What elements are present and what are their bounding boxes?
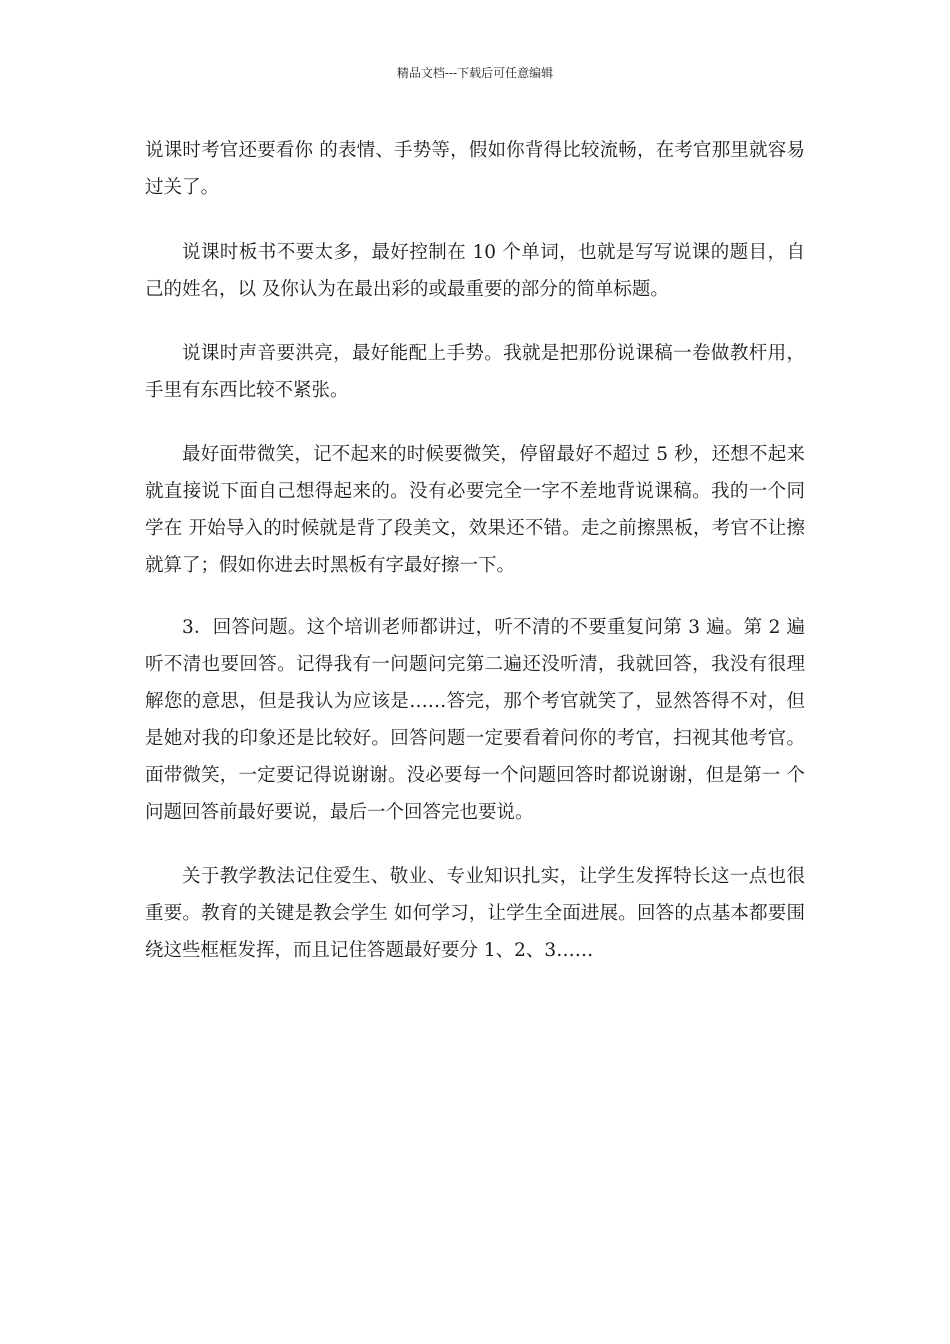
document-body [145, 132, 805, 996]
paragraph-1: 说课时考官还要看你 的表情、手势等，假如你背得比较流畅，在考官那里就容易过关了。 [145, 140, 805, 198]
paragraph-5: 3．回答问题。这个培训老师都讲过，听不清的不要重复问第 3 遍。第 2 遍听不清也要回答。记得我有一问题问完第二遍还没听清，我就回答，我没有很理解您的意思，但是我认为应该是……答完，那个考官就笑了，显然答得不对，但是她对我的印象还是比较好。回答问题一定要看着问你的考官，扫视其他考官。面带微笑，一定要记得说谢谢。没必要每一个问题回答时都说谢谢，但是第一 个问题回答前最好要说，最后一个回答完也要说。 [145, 617, 805, 823]
paragraph-3: 说课时声音要洪亮，最好能配上手势。我就是把那份说课稿一卷做教杆用，手里有东西比较不紧张。 [145, 343, 805, 401]
paragraph-6: 关于教学教法记住爱生、敬业、专业知识扎实，让学生发挥特长这一点也很重要。教育的关键是教会学生 如何学习，让学生全面进展。回答的点基本都要围绕这些框框发挥，而且记住答题最好要分 1、2、3…… [145, 866, 805, 961]
page-header: 精品文档---下载后可任意编辑 [396, 66, 554, 80]
paragraph-2: 说课时板书不要太多，最好控制在 10 个单词，也就是写写说课的题目，自己的姓名，以 及你认为在最出彩的或最重要的部分的简单标题。 [145, 242, 805, 300]
paragraph-4: 最好面带微笑，记不起来的时候要微笑，停留最好不超过 5 秒，还想不起来就直接说下面自己想得起来的。没有必要完全一字不差地背说课稿。我的一个同学在 开始导入的时候就是背了段美文，效果还不错。走之前擦黑板，考官不让擦就算了；假如你进去时黑板有字最好擦一下。 [145, 444, 805, 576]
